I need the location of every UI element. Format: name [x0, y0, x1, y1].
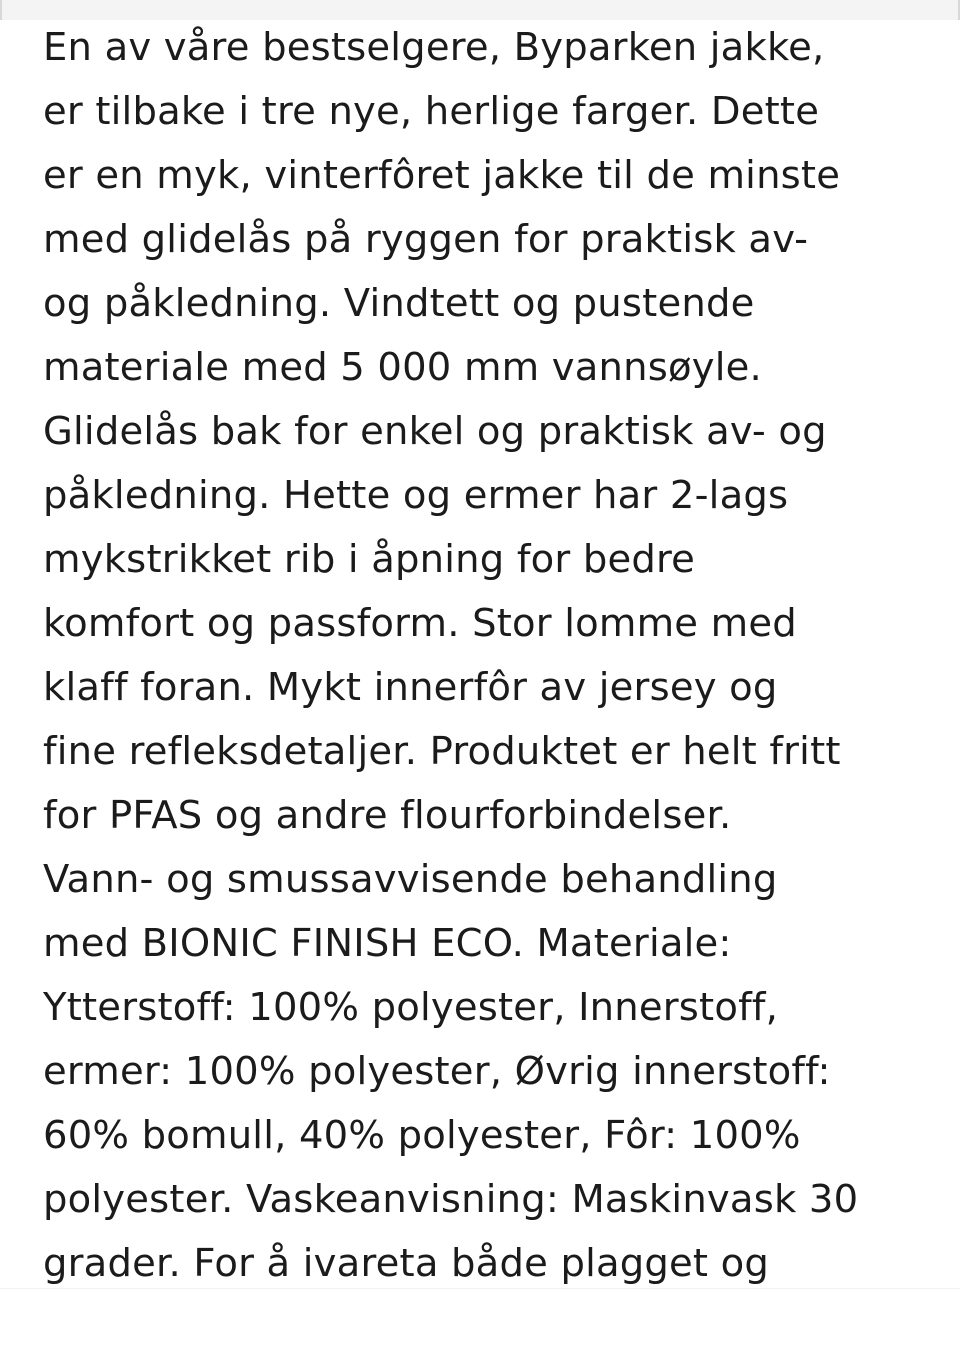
description-line: 60% bomull, 40% polyester, Fôr: 100%: [43, 1113, 801, 1158]
description-line: for PFAS og andre flourforbindelser.: [43, 793, 732, 838]
description-line: komfort og passform. Stor lomme med: [43, 601, 797, 646]
left-edge: [0, 0, 2, 20]
description-line: med BIONIC FINISH ECO. Materiale:: [43, 921, 732, 966]
description-line: Ytterstoff: 100% polyester, Innerstoff,: [43, 985, 779, 1030]
description-line: med glidelås på ryggen for praktisk av-: [43, 217, 809, 262]
description-line: ermer: 100% polyester, Øvrig innerstoff:: [43, 1049, 831, 1094]
description-line: klaff foran. Mykt innerfôr av jersey og: [43, 665, 778, 710]
description-line: påkledning. Hette og ermer har 2-lags: [43, 473, 789, 518]
bottom-blank-area: [0, 1288, 960, 1370]
description-line: fine refleksdetaljer. Produktet er helt fritt: [43, 729, 841, 774]
description-line: Glidelås bak for enkel og praktisk av- og: [43, 409, 827, 454]
description-line: er en myk, vinterfôret jakke til de minste: [43, 153, 841, 198]
description-line: mykstrikket rib i åpning for bedre: [43, 537, 696, 582]
top-edge-bar: [0, 0, 960, 21]
description-line: er tilbake i tre nye, herlige farger. Dette: [43, 89, 820, 134]
description-line: En av våre bestselgere, Byparken jakke,: [43, 25, 825, 70]
description-line: polyester. Vaskeanvisning: Maskinvask 30: [43, 1177, 859, 1222]
description-line: Vann- og smussavvisende behandling: [43, 857, 778, 902]
product-description-text: [0, 20, 960, 1288]
description-line: materiale med 5 000 mm vannsøyle.: [43, 345, 762, 390]
description-line: grader. For å ivareta både plagget og: [43, 1241, 770, 1286]
description-line: og påkledning. Vindtett og pustende: [43, 281, 755, 326]
